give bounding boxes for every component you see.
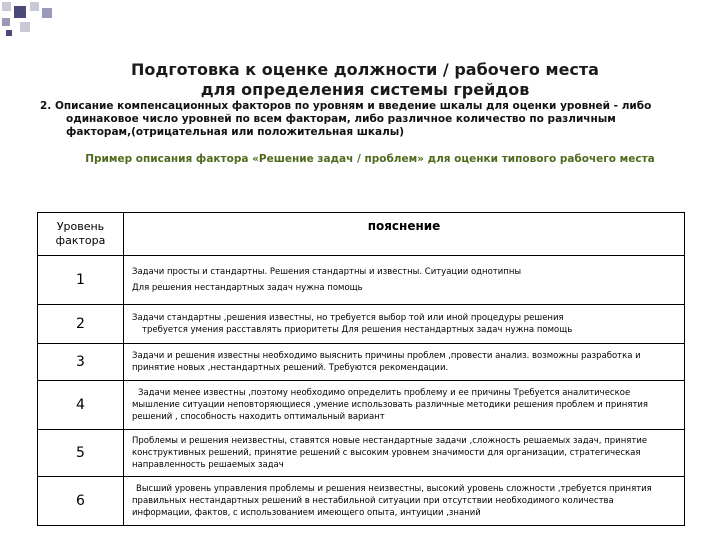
level-description	[124, 305, 685, 344]
factor-levels-table	[37, 212, 685, 526]
example-caption: Пример описания фактора «Решение задач / проблем» для оценки типового рабочего места	[85, 153, 655, 165]
subtitle-line-1: 2. Описание компенсационных факторов по уровням и введение шкалы для оценки уровней - либо	[40, 100, 652, 112]
description-line: информации, фактов, с использованием имеющего опыта, интуиции ,знаний	[132, 508, 481, 518]
description-line: мышление ситуации неповторяющиеся ,умение использовать различные методики решения проблем и принятия	[132, 400, 649, 410]
table-header-row	[38, 213, 685, 256]
level-description	[124, 430, 685, 477]
table-row	[38, 381, 685, 430]
level-number: 4	[38, 381, 124, 430]
level-number: 6	[38, 477, 124, 526]
description-line: решений , способность находить оптимальный вариант	[132, 412, 385, 422]
level-description	[124, 477, 685, 526]
table-row	[38, 305, 685, 344]
description-line: Для решения нестандартных задач нужна помощь	[132, 283, 363, 293]
corner-decoration	[0, 0, 60, 40]
level-description	[124, 381, 685, 430]
description-line: направленность решаемых задач	[132, 460, 284, 470]
description-line: Задачи просты и стандартны. Решения стандартны и известны. Ситуации однотипны	[132, 267, 522, 277]
level-number: 1	[38, 256, 124, 305]
description-line: Задачи менее известны ,поэтому необходимо определить проблему и ее причины Требуется аналитическое	[138, 388, 631, 398]
title-line-1: Подготовка к оценке должности / рабочего места	[131, 60, 599, 79]
description-line: принятие новых ,нестандартных решений. Требуются рекомендации.	[132, 363, 449, 373]
level-number: 5	[38, 430, 124, 477]
level-description	[124, 256, 685, 305]
title-line-2: для определения системы грейдов	[200, 80, 530, 99]
description-line: правильных нестандартных решений в нестабильной ситуации при отсутствии необходимого количества	[132, 496, 614, 506]
level-number: 2	[38, 305, 124, 344]
subtitle-line-3: факторам,(отрицательная или положительная шкалы)	[66, 126, 405, 138]
table-row	[38, 344, 685, 381]
table-row	[38, 256, 685, 305]
description-line: Высший уровень управления проблемы и решения неизвестны, высокий уровень сложности ,требуется принятия	[136, 484, 652, 494]
table-row	[38, 430, 685, 477]
description-line: конструктивных решений, принятие решений с высоким уровнем значимости для организации, стратегическая	[132, 448, 641, 458]
description-line: Задачи и решения известны необходимо выяснить причины проблем ,провести анализ. возможны разработка и	[132, 351, 641, 361]
description-line: требуется умения расставлять приоритеты Для решения нестандартных задач нужна помощь	[142, 325, 573, 335]
slide-title	[100, 60, 630, 100]
header-explanation: пояснение	[124, 213, 685, 256]
header-level: Уровень фактора	[38, 213, 124, 256]
level-description	[124, 344, 685, 381]
description-line: Задачи стандартны ,решения известны, но требуется выбор той или иной процедуры решения	[132, 313, 564, 323]
table-row	[38, 477, 685, 526]
level-number: 3	[38, 344, 124, 381]
slide-subtitle	[40, 100, 680, 139]
description-line: Проблемы и решения неизвестны, ставятся новые нестандартные задачи ,сложность решаемых задач, принятие	[132, 436, 648, 446]
subtitle-line-2: одинаковое число уровней по всем факторам, либо различное количество по различным	[66, 113, 616, 125]
